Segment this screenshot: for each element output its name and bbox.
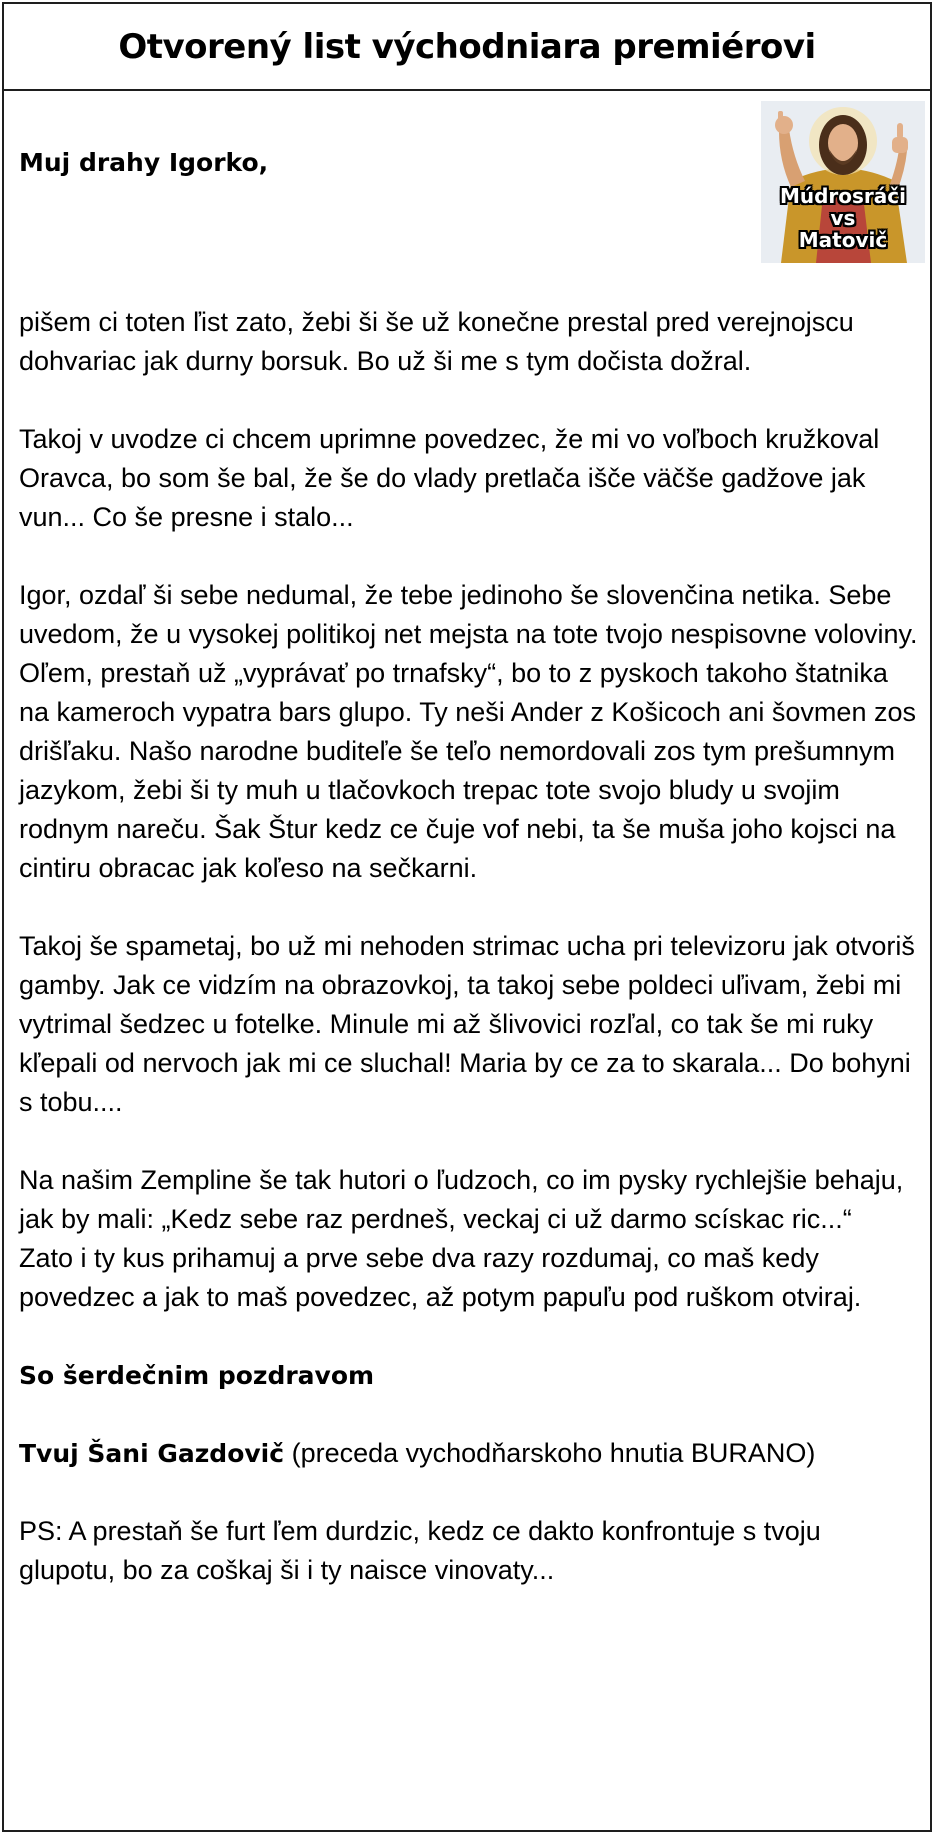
meme-emblem <box>761 101 925 263</box>
postscript: PS: A prestaň še furt ľem durdzic, kedz ce dakto konfrontuje s tvoju glupotu, bo za coškaj ši i ty naisce vinovaty... <box>19 1516 821 1585</box>
signature-note: (preceda vychodňarskoho hnutia BURANO) <box>284 1438 816 1468</box>
salutation: Muj drahy Igorko, <box>19 148 269 177</box>
letter-body <box>19 303 924 1629</box>
paragraph-4: Takoj še spametaj, bo už mi nehoden strimac ucha pri televizoru jak otvoriš gamby. Jak ce vidzím na obrazovkoj, ta takoj sebe poldeci uľivam, žebi mi vytrimal šedzec u fotelke. Minule mi až šlivovici rozľal, co tak še mi ruky kľepali od nervoch jak mi ce sluchal! Maria by ce za to skarala... Do bohyni s tobu.... <box>19 931 915 1117</box>
closing-text: So šerdečnim pozdravom <box>19 1361 375 1390</box>
letter-frame <box>2 2 932 1832</box>
closing <box>19 1356 924 1395</box>
paragraph-3: Igor, ozdaľ ši sebe nedumal, že tebe jedinoho še slovenčina netika. Sebe uvedom, že u vysokej politikoj net mejsta na tote tvojo nespisovne voloviny. Oľem, prestaň už „vyprávať po trnafsky“, bo to z pyskoch takoho štatnika na kameroch vypatra bars glupo. Ty neši Ander z Košicoch ani šovmen zos drišľaku. Našo narodne buditeľe še teľo nemordovali zos tym prešumnym jazykom, žebi ši ty muh u tlačovkoch trepac tote svojo bludy u svojim rodnym nareču. Šak Štur kedz ce čuje vof nebi, ta še muša joho kojsci na cintiru obracac jak koľeso na sečkarni. <box>19 580 918 883</box>
signature-name: Tvuj Šani Gazdovič <box>19 1439 285 1468</box>
paragraph-5: Na našim Zempline še tak hutori o ľudzoch, co im pysky rychlejšie behaju, jak by mali: „Kedz sebe raz perdneš, veckaj ci už darmo scískac ric...“ <box>19 1165 904 1234</box>
page-title: Otvorený list východniara premiérovi <box>118 26 816 67</box>
emblem-caption-line1: Múdrosráči <box>779 184 907 208</box>
title-bar <box>4 4 930 91</box>
emblem-caption-line2: vs <box>830 206 856 230</box>
signature <box>19 1434 924 1473</box>
paragraph-2: Takoj v uvodze ci chcem uprimne povedzec, že mi vo voľboch kružkoval Oravca, bo som še bal, že še do vlady pretlača išče väčše gadžove jak vun... Co še presne i stalo... <box>19 424 880 532</box>
paragraph-1: pišem ci toten ľist zato, žebi ši še už konečne prestal pred verejnojscu dohvariac jak durny borsuk. Bo už ši me s tym dočista dožral. <box>19 307 854 376</box>
emblem-caption-line3: Matovič <box>798 228 888 252</box>
paragraph-6: Zato i ty kus prihamuj a prve sebe dva razy rozdumaj, co maš kedy povedzec a jak to maš povedzec, až potym papuľu pod ruškom otviraj. <box>19 1243 862 1312</box>
letter-content <box>4 91 930 1830</box>
